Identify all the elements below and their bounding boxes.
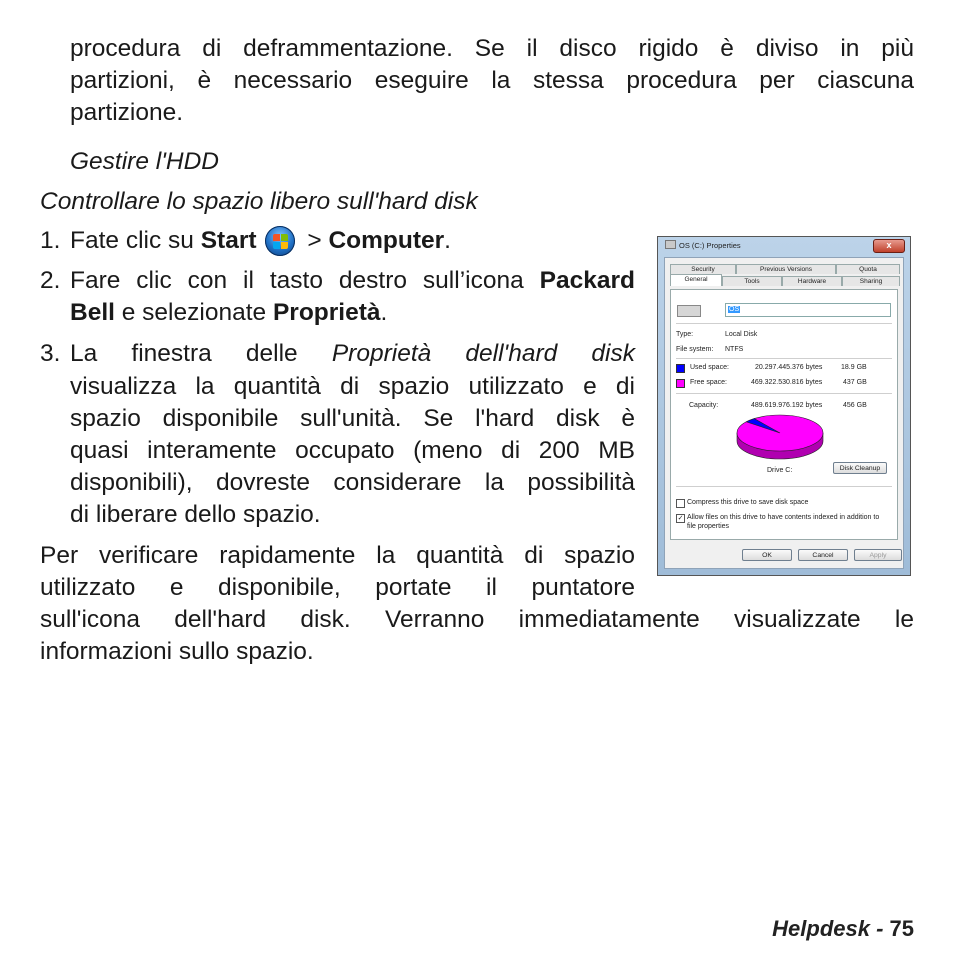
used-space-bytes: 20.297.445.376 bytes (755, 364, 823, 371)
capacity-label: Capacity: (689, 402, 719, 409)
tab-previous-versions[interactable]: Previous Versions (736, 264, 836, 274)
step-text: Fare clic con il tasto destro sull’icona (70, 267, 540, 294)
tab-security[interactable]: Security (670, 264, 736, 274)
divider (676, 486, 892, 487)
computer-label: Computer (328, 227, 445, 254)
page-footer (772, 914, 914, 944)
tab-tools[interactable]: Tools (722, 276, 782, 286)
divider (676, 358, 892, 359)
paragraph-line: partizione. (70, 99, 184, 126)
step-number: 2. (40, 267, 61, 294)
step-text: > (300, 227, 329, 254)
free-space-gb: 437 GB (843, 379, 867, 386)
filesystem-label: File system: (676, 346, 714, 353)
tab-hardware[interactable]: Hardware (782, 276, 842, 286)
disk-properties-dialog (657, 236, 911, 576)
windows-start-icon (265, 226, 295, 256)
divider (676, 323, 892, 324)
page-number: 75 (889, 916, 914, 941)
used-space-label: Used space: (690, 364, 729, 371)
drive-name-value: OS (729, 306, 740, 313)
paragraph-line: Per verificare rapidamente la quantità di spazio (40, 542, 635, 569)
hard-disk-icon (677, 305, 701, 317)
used-space-swatch (676, 364, 685, 373)
index-checkbox[interactable]: ✓ (677, 515, 684, 522)
dialog-title-text: OS (C:) Properties (679, 241, 741, 250)
compress-label: Compress this drive to save disk space (687, 499, 809, 506)
step-3-line (70, 338, 635, 370)
type-value: Local Disk (725, 331, 758, 338)
step-3-line: disponibili), dovreste considerare la possibilità (70, 469, 635, 496)
free-space-swatch (676, 379, 685, 388)
paragraph-line: procedura di deframmentazione. Se il disco rigido è diviso in più (70, 35, 914, 62)
step-text: . (380, 299, 388, 326)
used-space-gb: 18.9 GB (841, 364, 867, 371)
compress-checkbox[interactable] (676, 499, 685, 508)
disk-properties-label: Proprietà dell'hard disk (331, 340, 635, 367)
step-number: 1. (40, 227, 61, 254)
drive-name-input[interactable] (725, 303, 891, 317)
paragraph-line: informazioni sullo spazio. (40, 638, 314, 665)
paragraph-line: utilizzato e disponibile, portate il puntatore (40, 574, 635, 601)
close-button[interactable]: x (873, 239, 905, 253)
disk-cleanup-button[interactable]: Disk Cleanup (833, 462, 887, 474)
bell-label: Bell (70, 299, 115, 326)
step-text: e selezionate (114, 299, 273, 326)
free-space-label: Free space: (690, 379, 727, 386)
index-label: Allow files on this drive to have contents indexed in addition to (687, 514, 880, 521)
step-2-line (70, 265, 635, 297)
ok-button[interactable]: OK (742, 549, 792, 561)
dialog-title (665, 240, 741, 252)
tab-sharing[interactable]: Sharing (842, 276, 900, 286)
step-2-line (70, 297, 387, 329)
start-label: Start (200, 227, 257, 254)
tab-row-bottom (670, 276, 900, 286)
type-label: Type: (676, 331, 694, 338)
drive-label: Drive C: (767, 467, 793, 474)
divider (676, 393, 892, 394)
step-number: 3. (40, 340, 61, 367)
capacity-bytes: 489.619.976.192 bytes (751, 402, 823, 409)
apply-button[interactable]: Apply (854, 549, 902, 561)
step-text: La finestra delle (70, 340, 332, 367)
paragraph-line: partizioni, è necessario eseguire la stessa procedura per ciascuna (70, 67, 914, 94)
tab-row-top (670, 264, 900, 274)
drive-icon (665, 240, 676, 249)
step-3-line: di liberare dello spazio. (70, 501, 321, 528)
step-3-line: visualizza la quantità di spazio utilizzato e di (70, 373, 635, 400)
subsection-heading: Controllare lo spazio libero sull'hard disk (40, 188, 478, 215)
paragraph-line: sull'icona dell'hard disk. Verranno immediatamente visualizzate le (40, 606, 914, 633)
step-text: Fate clic su (70, 227, 201, 254)
step-1-text (70, 225, 451, 257)
step-text: . (444, 227, 451, 254)
free-space-bytes: 469.322.530.816 bytes (751, 379, 823, 386)
tab-general[interactable]: General (670, 274, 722, 286)
step-3-line: spazio disponibile sull'unità. Se l'hard disk è (70, 405, 635, 432)
capacity-gb: 456 GB (843, 402, 867, 409)
disk-usage-pie (735, 413, 825, 461)
general-tab-page (670, 289, 898, 540)
packard-label: Packard (539, 267, 635, 294)
section-heading: Gestire l'HDD (70, 148, 219, 175)
footer-section: Helpdesk - (772, 916, 890, 941)
filesystem-value: NTFS (725, 346, 744, 353)
step-3-line: quasi interamente occupato (meno di 200 MB (70, 437, 635, 464)
properties-label: Proprietà (272, 299, 381, 326)
dialog-panel (664, 257, 904, 569)
index-label-cont: file properties (687, 523, 730, 530)
cancel-button[interactable]: Cancel (798, 549, 848, 561)
tab-quota[interactable]: Quota (836, 264, 900, 274)
